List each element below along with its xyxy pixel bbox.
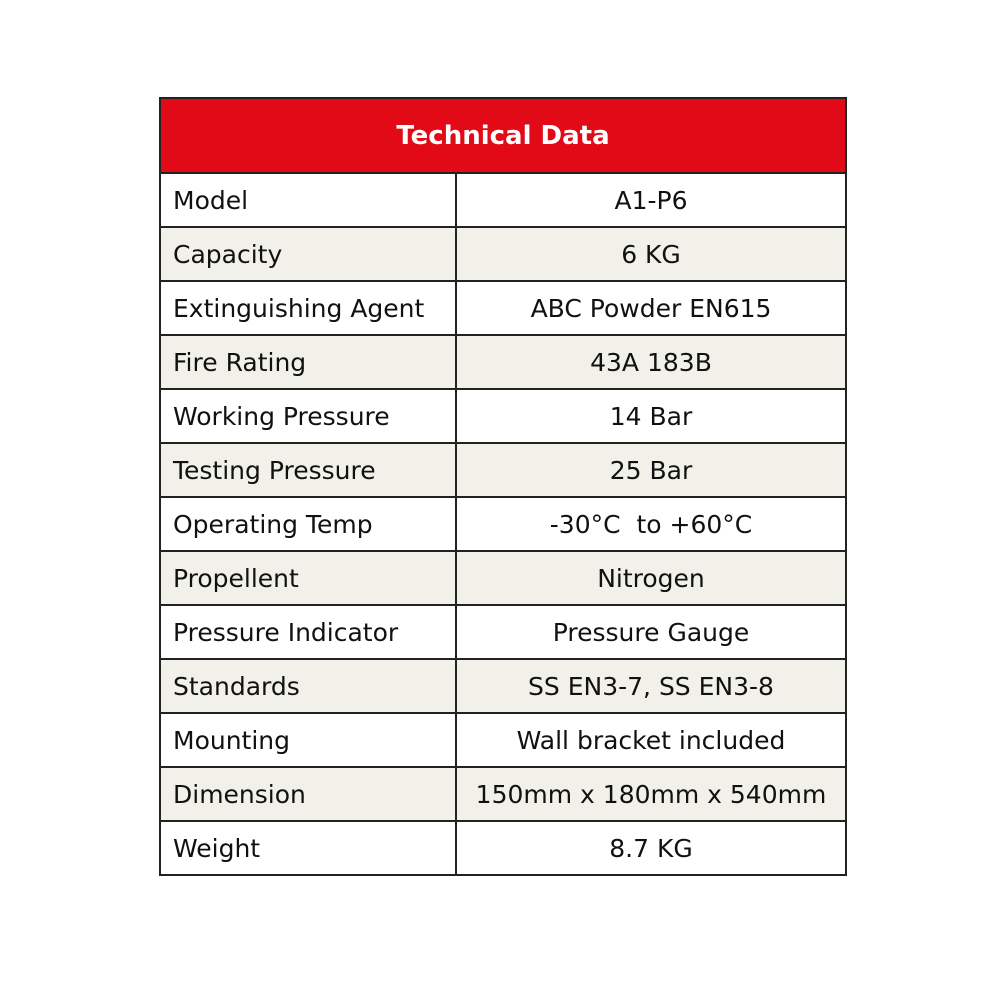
table-row [160,713,846,767]
row-value: 6 KG [456,227,846,281]
row-label: Fire Rating [160,335,456,389]
row-value: 14 Bar [456,389,846,443]
row-label: Extinguishing Agent [160,281,456,335]
row-label: Capacity [160,227,456,281]
row-value: 43A 183B [456,335,846,389]
table-row [160,389,846,443]
row-value: Wall bracket included [456,713,846,767]
row-label: Mounting [160,713,456,767]
table-row [160,605,846,659]
row-label: Working Pressure [160,389,456,443]
row-label: Testing Pressure [160,443,456,497]
row-value: -30°C to +60°C [456,497,846,551]
table-row [160,281,846,335]
table-header-row [160,98,846,173]
table-row [160,227,846,281]
table-row [160,443,846,497]
row-label: Operating Temp [160,497,456,551]
table-row [160,551,846,605]
row-value: A1-P6 [456,173,846,227]
table-row [160,767,846,821]
row-label: Model [160,173,456,227]
table-row [160,173,846,227]
row-label: Standards [160,659,456,713]
row-value: SS EN3-7, SS EN3-8 [456,659,846,713]
row-label: Pressure Indicator [160,605,456,659]
row-label: Weight [160,821,456,875]
row-label: Propellent [160,551,456,605]
row-label: Dimension [160,767,456,821]
row-value: Nitrogen [456,551,846,605]
table-row [160,821,846,875]
row-value: Pressure Gauge [456,605,846,659]
row-value: 25 Bar [456,443,846,497]
table-title: Technical Data [160,98,846,173]
table-row [160,335,846,389]
row-value: 8.7 KG [456,821,846,875]
technical-data-table [159,97,847,876]
table-row [160,659,846,713]
row-value: ABC Powder EN615 [456,281,846,335]
row-value: 150mm x 180mm x 540mm [456,767,846,821]
table-row [160,497,846,551]
